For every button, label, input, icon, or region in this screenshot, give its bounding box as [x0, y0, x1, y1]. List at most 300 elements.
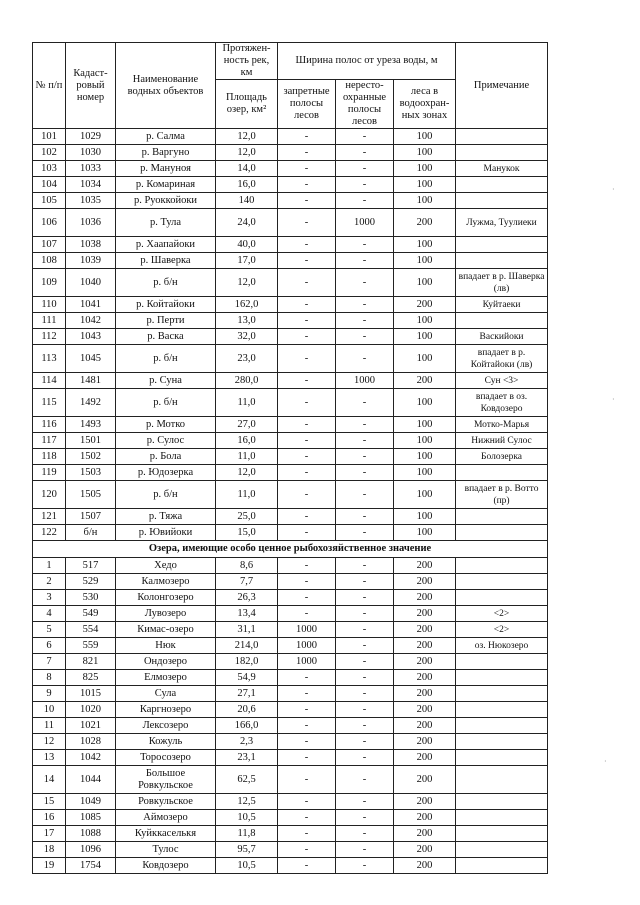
table-row	[33, 558, 548, 574]
table-row	[33, 686, 548, 702]
water-protection-width: 100	[394, 481, 456, 509]
object-name: Кожуль	[116, 734, 216, 750]
spawning-width: -	[336, 329, 394, 345]
object-name: Лексозеро	[116, 718, 216, 734]
note: Куйтаеки	[456, 297, 548, 313]
object-name: Аймозеро	[116, 810, 216, 826]
length-or-area: 31,1	[216, 622, 278, 638]
object-name: Куйккаселькя	[116, 826, 216, 842]
water-protection-width: 100	[394, 389, 456, 417]
spawning-width: -	[336, 237, 394, 253]
forbidden-width: -	[278, 525, 336, 541]
length-or-area: 24,0	[216, 209, 278, 237]
spawning-width: -	[336, 750, 394, 766]
note	[456, 750, 548, 766]
object-name: р. Ювийоки	[116, 525, 216, 541]
table-row	[33, 433, 548, 449]
forbidden-width: -	[278, 590, 336, 606]
length-or-area: 11,0	[216, 449, 278, 465]
cadastral-number: 1502	[66, 449, 116, 465]
cadastral-number: 1501	[66, 433, 116, 449]
forbidden-width: -	[278, 297, 336, 313]
row-number: 18	[33, 842, 66, 858]
object-name: Тулос	[116, 842, 216, 858]
object-name: р. Суна	[116, 373, 216, 389]
forbidden-width: -	[278, 670, 336, 686]
object-name: р. Руоккойоки	[116, 193, 216, 209]
row-number: 7	[33, 654, 66, 670]
length-or-area: 27,1	[216, 686, 278, 702]
row-number: 3	[33, 590, 66, 606]
header-water-protection: леса в водоохран-ных зонах	[394, 80, 456, 129]
header-num: № п/п	[33, 43, 66, 129]
forbidden-width: -	[278, 826, 336, 842]
object-name: р. б/н	[116, 389, 216, 417]
note: <2>	[456, 606, 548, 622]
table-row	[33, 417, 548, 433]
cadastral-number: 1044	[66, 766, 116, 794]
spawning-width: -	[336, 558, 394, 574]
spawning-width: -	[336, 686, 394, 702]
row-number: 17	[33, 826, 66, 842]
table-row	[33, 810, 548, 826]
length-or-area: 32,0	[216, 329, 278, 345]
header-width-group: Ширина полос от уреза воды, м	[278, 43, 456, 80]
spawning-width: -	[336, 718, 394, 734]
row-number: 5	[33, 622, 66, 638]
spawning-width: -	[336, 606, 394, 622]
lakes-section-title: Озера, имеющие особо ценное рыбохозяйственное значение	[33, 541, 548, 558]
note	[456, 574, 548, 590]
cadastral-number: 517	[66, 558, 116, 574]
object-name: р. Перти	[116, 313, 216, 329]
table-row	[33, 842, 548, 858]
length-or-area: 26,3	[216, 590, 278, 606]
note	[456, 810, 548, 826]
note	[456, 702, 548, 718]
row-number: 111	[33, 313, 66, 329]
length-or-area: 12,0	[216, 129, 278, 145]
spawning-width: -	[336, 590, 394, 606]
note: Мотко-Марья	[456, 417, 548, 433]
water-protection-width: 100	[394, 193, 456, 209]
length-or-area: 11,8	[216, 826, 278, 842]
length-or-area: 23,0	[216, 345, 278, 373]
row-number: 8	[33, 670, 66, 686]
table-row	[33, 734, 548, 750]
length-or-area: 182,0	[216, 654, 278, 670]
forbidden-width: -	[278, 481, 336, 509]
spawning-width: -	[336, 670, 394, 686]
water-protection-width: 200	[394, 750, 456, 766]
cadastral-number: 1039	[66, 253, 116, 269]
table-row	[33, 606, 548, 622]
length-or-area: 12,0	[216, 465, 278, 481]
object-name: Калмозеро	[116, 574, 216, 590]
water-protection-width: 200	[394, 842, 456, 858]
forbidden-width: -	[278, 269, 336, 297]
row-number: 4	[33, 606, 66, 622]
object-name: р. Варгуно	[116, 145, 216, 161]
forbidden-width: -	[278, 465, 336, 481]
spawning-width: -	[336, 177, 394, 193]
table-row	[33, 161, 548, 177]
spawning-width: -	[336, 449, 394, 465]
water-protection-width: 100	[394, 345, 456, 373]
row-number: 104	[33, 177, 66, 193]
water-protection-width: 200	[394, 794, 456, 810]
note	[456, 766, 548, 794]
water-protection-width: 100	[394, 253, 456, 269]
note: Сун <3>	[456, 373, 548, 389]
water-protection-width: 100	[394, 509, 456, 525]
object-name: р. Сулос	[116, 433, 216, 449]
length-or-area: 7,7	[216, 574, 278, 590]
object-name: р. Васка	[116, 329, 216, 345]
forbidden-width: -	[278, 558, 336, 574]
table-row	[33, 345, 548, 373]
forbidden-width: -	[278, 810, 336, 826]
table-row	[33, 858, 548, 874]
cadastral-number: 1041	[66, 297, 116, 313]
forbidden-width: -	[278, 345, 336, 373]
object-name: р. б/н	[116, 345, 216, 373]
cadastral-number: 1503	[66, 465, 116, 481]
table-row	[33, 465, 548, 481]
note	[456, 858, 548, 874]
cadastral-number: 1042	[66, 750, 116, 766]
row-number: 107	[33, 237, 66, 253]
forbidden-width: -	[278, 373, 336, 389]
note	[456, 313, 548, 329]
forbidden-width: -	[278, 858, 336, 874]
cadastral-number: 1088	[66, 826, 116, 842]
object-name: р. б/н	[116, 481, 216, 509]
length-or-area: 280,0	[216, 373, 278, 389]
water-protection-width: 200	[394, 670, 456, 686]
spawning-width: -	[336, 794, 394, 810]
row-number: 12	[33, 734, 66, 750]
water-protection-width: 100	[394, 525, 456, 541]
length-or-area: 12,0	[216, 269, 278, 297]
forbidden-width: 1000	[278, 654, 336, 670]
note: оз. Нюкозеро	[456, 638, 548, 654]
note	[456, 670, 548, 686]
cadastral-number: 1036	[66, 209, 116, 237]
table-row	[33, 622, 548, 638]
header-name: Наименование водных объектов	[116, 43, 216, 129]
forbidden-width: -	[278, 686, 336, 702]
object-name: Большое Ровкульское	[116, 766, 216, 794]
forbidden-width: -	[278, 129, 336, 145]
note	[456, 525, 548, 541]
water-protection-width: 200	[394, 622, 456, 638]
spawning-width: -	[336, 433, 394, 449]
forbidden-width: -	[278, 842, 336, 858]
water-protection-width: 200	[394, 574, 456, 590]
row-number: 101	[33, 129, 66, 145]
cadastral-number: 554	[66, 622, 116, 638]
table-row	[33, 750, 548, 766]
forbidden-width: -	[278, 237, 336, 253]
row-number: 119	[33, 465, 66, 481]
length-or-area: 12,5	[216, 794, 278, 810]
spawning-width: -	[336, 702, 394, 718]
spawning-width: -	[336, 389, 394, 417]
row-number: 118	[33, 449, 66, 465]
header-area: Площадь озер, км²	[216, 80, 278, 129]
water-protection-width: 200	[394, 606, 456, 622]
table-row	[33, 193, 548, 209]
object-name: Ондозеро	[116, 654, 216, 670]
length-or-area: 10,5	[216, 858, 278, 874]
forbidden-width: -	[278, 313, 336, 329]
spawning-width: -	[336, 525, 394, 541]
length-or-area: 13,0	[216, 313, 278, 329]
object-name: р. Мотко	[116, 417, 216, 433]
forbidden-width: -	[278, 145, 336, 161]
cadastral-number: 1507	[66, 509, 116, 525]
row-number: 14	[33, 766, 66, 794]
object-name: Ровкульское	[116, 794, 216, 810]
water-protection-width: 200	[394, 766, 456, 794]
spawning-width: -	[336, 622, 394, 638]
cadastral-number: 1043	[66, 329, 116, 345]
cadastral-number: 1754	[66, 858, 116, 874]
spawning-width: -	[336, 465, 394, 481]
water-protection-width: 200	[394, 734, 456, 750]
object-name: Каргнозеро	[116, 702, 216, 718]
row-number: 105	[33, 193, 66, 209]
table-row	[33, 670, 548, 686]
row-number: 1	[33, 558, 66, 574]
object-name: р. Бола	[116, 449, 216, 465]
table-row	[33, 253, 548, 269]
length-or-area: 27,0	[216, 417, 278, 433]
object-name: Колонгозеро	[116, 590, 216, 606]
note	[456, 794, 548, 810]
margin-mark: ·	[612, 185, 615, 194]
cadastral-number: 1096	[66, 842, 116, 858]
note	[456, 734, 548, 750]
water-protection-width: 200	[394, 654, 456, 670]
forbidden-width: 1000	[278, 622, 336, 638]
row-number: 2	[33, 574, 66, 590]
water-bodies-table	[32, 42, 548, 874]
note: Манукок	[456, 161, 548, 177]
note	[456, 654, 548, 670]
spawning-width: -	[336, 193, 394, 209]
header-cadastral: Кадаст-ровый номер	[66, 43, 116, 129]
object-name: р. Мануноя	[116, 161, 216, 177]
row-number: 108	[33, 253, 66, 269]
spawning-width: 1000	[336, 209, 394, 237]
note	[456, 177, 548, 193]
length-or-area: 11,0	[216, 389, 278, 417]
cadastral-number: 1029	[66, 129, 116, 145]
note: впадает в р. Койтайоки (лв)	[456, 345, 548, 373]
length-or-area: 214,0	[216, 638, 278, 654]
cadastral-number: 1038	[66, 237, 116, 253]
cadastral-number: 529	[66, 574, 116, 590]
row-number: 109	[33, 269, 66, 297]
forbidden-width: -	[278, 734, 336, 750]
water-protection-width: 100	[394, 417, 456, 433]
spawning-width: -	[336, 481, 394, 509]
spawning-width: 1000	[336, 373, 394, 389]
length-or-area: 20,6	[216, 702, 278, 718]
spawning-width: -	[336, 253, 394, 269]
row-number: 6	[33, 638, 66, 654]
object-name: Елмозеро	[116, 670, 216, 686]
forbidden-width: -	[278, 417, 336, 433]
object-name: р. Койтайоки	[116, 297, 216, 313]
cadastral-number: 1085	[66, 810, 116, 826]
water-protection-width: 200	[394, 558, 456, 574]
table-row	[33, 525, 548, 541]
cadastral-number: 549	[66, 606, 116, 622]
water-protection-width: 200	[394, 638, 456, 654]
forbidden-width: -	[278, 718, 336, 734]
note: <2>	[456, 622, 548, 638]
forbidden-width: -	[278, 161, 336, 177]
object-name: Ковдозеро	[116, 858, 216, 874]
note	[456, 253, 548, 269]
row-number: 117	[33, 433, 66, 449]
row-number: 16	[33, 810, 66, 826]
spawning-width: -	[336, 269, 394, 297]
row-number: 13	[33, 750, 66, 766]
cadastral-number: 825	[66, 670, 116, 686]
table-row	[33, 373, 548, 389]
water-protection-width: 100	[394, 433, 456, 449]
cadastral-number: 1030	[66, 145, 116, 161]
table-row	[33, 638, 548, 654]
table-row	[33, 702, 548, 718]
spawning-width: -	[336, 858, 394, 874]
table-row	[33, 794, 548, 810]
length-or-area: 54,9	[216, 670, 278, 686]
length-or-area: 17,0	[216, 253, 278, 269]
row-number: 120	[33, 481, 66, 509]
spawning-width: -	[336, 509, 394, 525]
spawning-width: -	[336, 842, 394, 858]
object-name: Нюк	[116, 638, 216, 654]
table-row	[33, 718, 548, 734]
note	[456, 129, 548, 145]
cadastral-number: 1049	[66, 794, 116, 810]
forbidden-width: -	[278, 193, 336, 209]
forbidden-width: -	[278, 766, 336, 794]
forbidden-width: -	[278, 574, 336, 590]
forbidden-width: -	[278, 794, 336, 810]
note	[456, 145, 548, 161]
table-row	[33, 237, 548, 253]
note: Васкийоки	[456, 329, 548, 345]
table-row	[33, 766, 548, 794]
water-protection-width: 100	[394, 237, 456, 253]
length-or-area: 2,3	[216, 734, 278, 750]
row-number: 15	[33, 794, 66, 810]
object-name: р. Шаверка	[116, 253, 216, 269]
length-or-area: 11,0	[216, 481, 278, 509]
water-protection-width: 200	[394, 297, 456, 313]
table-row	[33, 449, 548, 465]
cadastral-number: 1505	[66, 481, 116, 509]
table-row	[33, 389, 548, 417]
water-protection-width: 100	[394, 129, 456, 145]
table-row	[33, 590, 548, 606]
row-number: 106	[33, 209, 66, 237]
object-name: Сула	[116, 686, 216, 702]
note: Лужма, Туулиеки	[456, 209, 548, 237]
table-row	[33, 654, 548, 670]
cadastral-number: 1028	[66, 734, 116, 750]
row-number: 10	[33, 702, 66, 718]
row-number: 115	[33, 389, 66, 417]
table-body	[33, 129, 548, 874]
water-protection-width: 200	[394, 826, 456, 842]
row-number: 19	[33, 858, 66, 874]
spawning-width: -	[336, 766, 394, 794]
water-protection-width: 200	[394, 590, 456, 606]
object-name: р. Хаапайоки	[116, 237, 216, 253]
margin-mark: ·	[612, 395, 615, 404]
water-protection-width: 200	[394, 686, 456, 702]
table-row	[33, 574, 548, 590]
length-or-area: 13,4	[216, 606, 278, 622]
length-or-area: 15,0	[216, 525, 278, 541]
note	[456, 842, 548, 858]
length-or-area: 25,0	[216, 509, 278, 525]
object-name: р. Юдозерка	[116, 465, 216, 481]
spawning-width: -	[336, 810, 394, 826]
note	[456, 193, 548, 209]
table-row	[33, 509, 548, 525]
water-protection-width: 100	[394, 313, 456, 329]
row-number: 11	[33, 718, 66, 734]
cadastral-number: 1042	[66, 313, 116, 329]
header-note: Примечание	[456, 43, 548, 129]
object-name: Торосозеро	[116, 750, 216, 766]
length-or-area: 16,0	[216, 177, 278, 193]
forbidden-width: -	[278, 702, 336, 718]
margin-mark: ·	[604, 757, 607, 766]
water-protection-width: 200	[394, 810, 456, 826]
cadastral-number: б/н	[66, 525, 116, 541]
water-protection-width: 200	[394, 209, 456, 237]
forbidden-width: -	[278, 433, 336, 449]
spawning-width: -	[336, 654, 394, 670]
spawning-width: -	[336, 145, 394, 161]
length-or-area: 16,0	[216, 433, 278, 449]
spawning-width: -	[336, 161, 394, 177]
row-number: 110	[33, 297, 66, 313]
water-protection-width: 200	[394, 718, 456, 734]
spawning-width: -	[336, 129, 394, 145]
forbidden-width: -	[278, 449, 336, 465]
row-number: 116	[33, 417, 66, 433]
object-name: Кимас-озеро	[116, 622, 216, 638]
spawning-width: -	[336, 417, 394, 433]
table-row	[33, 329, 548, 345]
spawning-width: -	[336, 574, 394, 590]
header-forbidden: запретные полосы лесов	[278, 80, 336, 129]
row-number: 114	[33, 373, 66, 389]
length-or-area: 14,0	[216, 161, 278, 177]
note	[456, 590, 548, 606]
water-protection-width: 200	[394, 702, 456, 718]
